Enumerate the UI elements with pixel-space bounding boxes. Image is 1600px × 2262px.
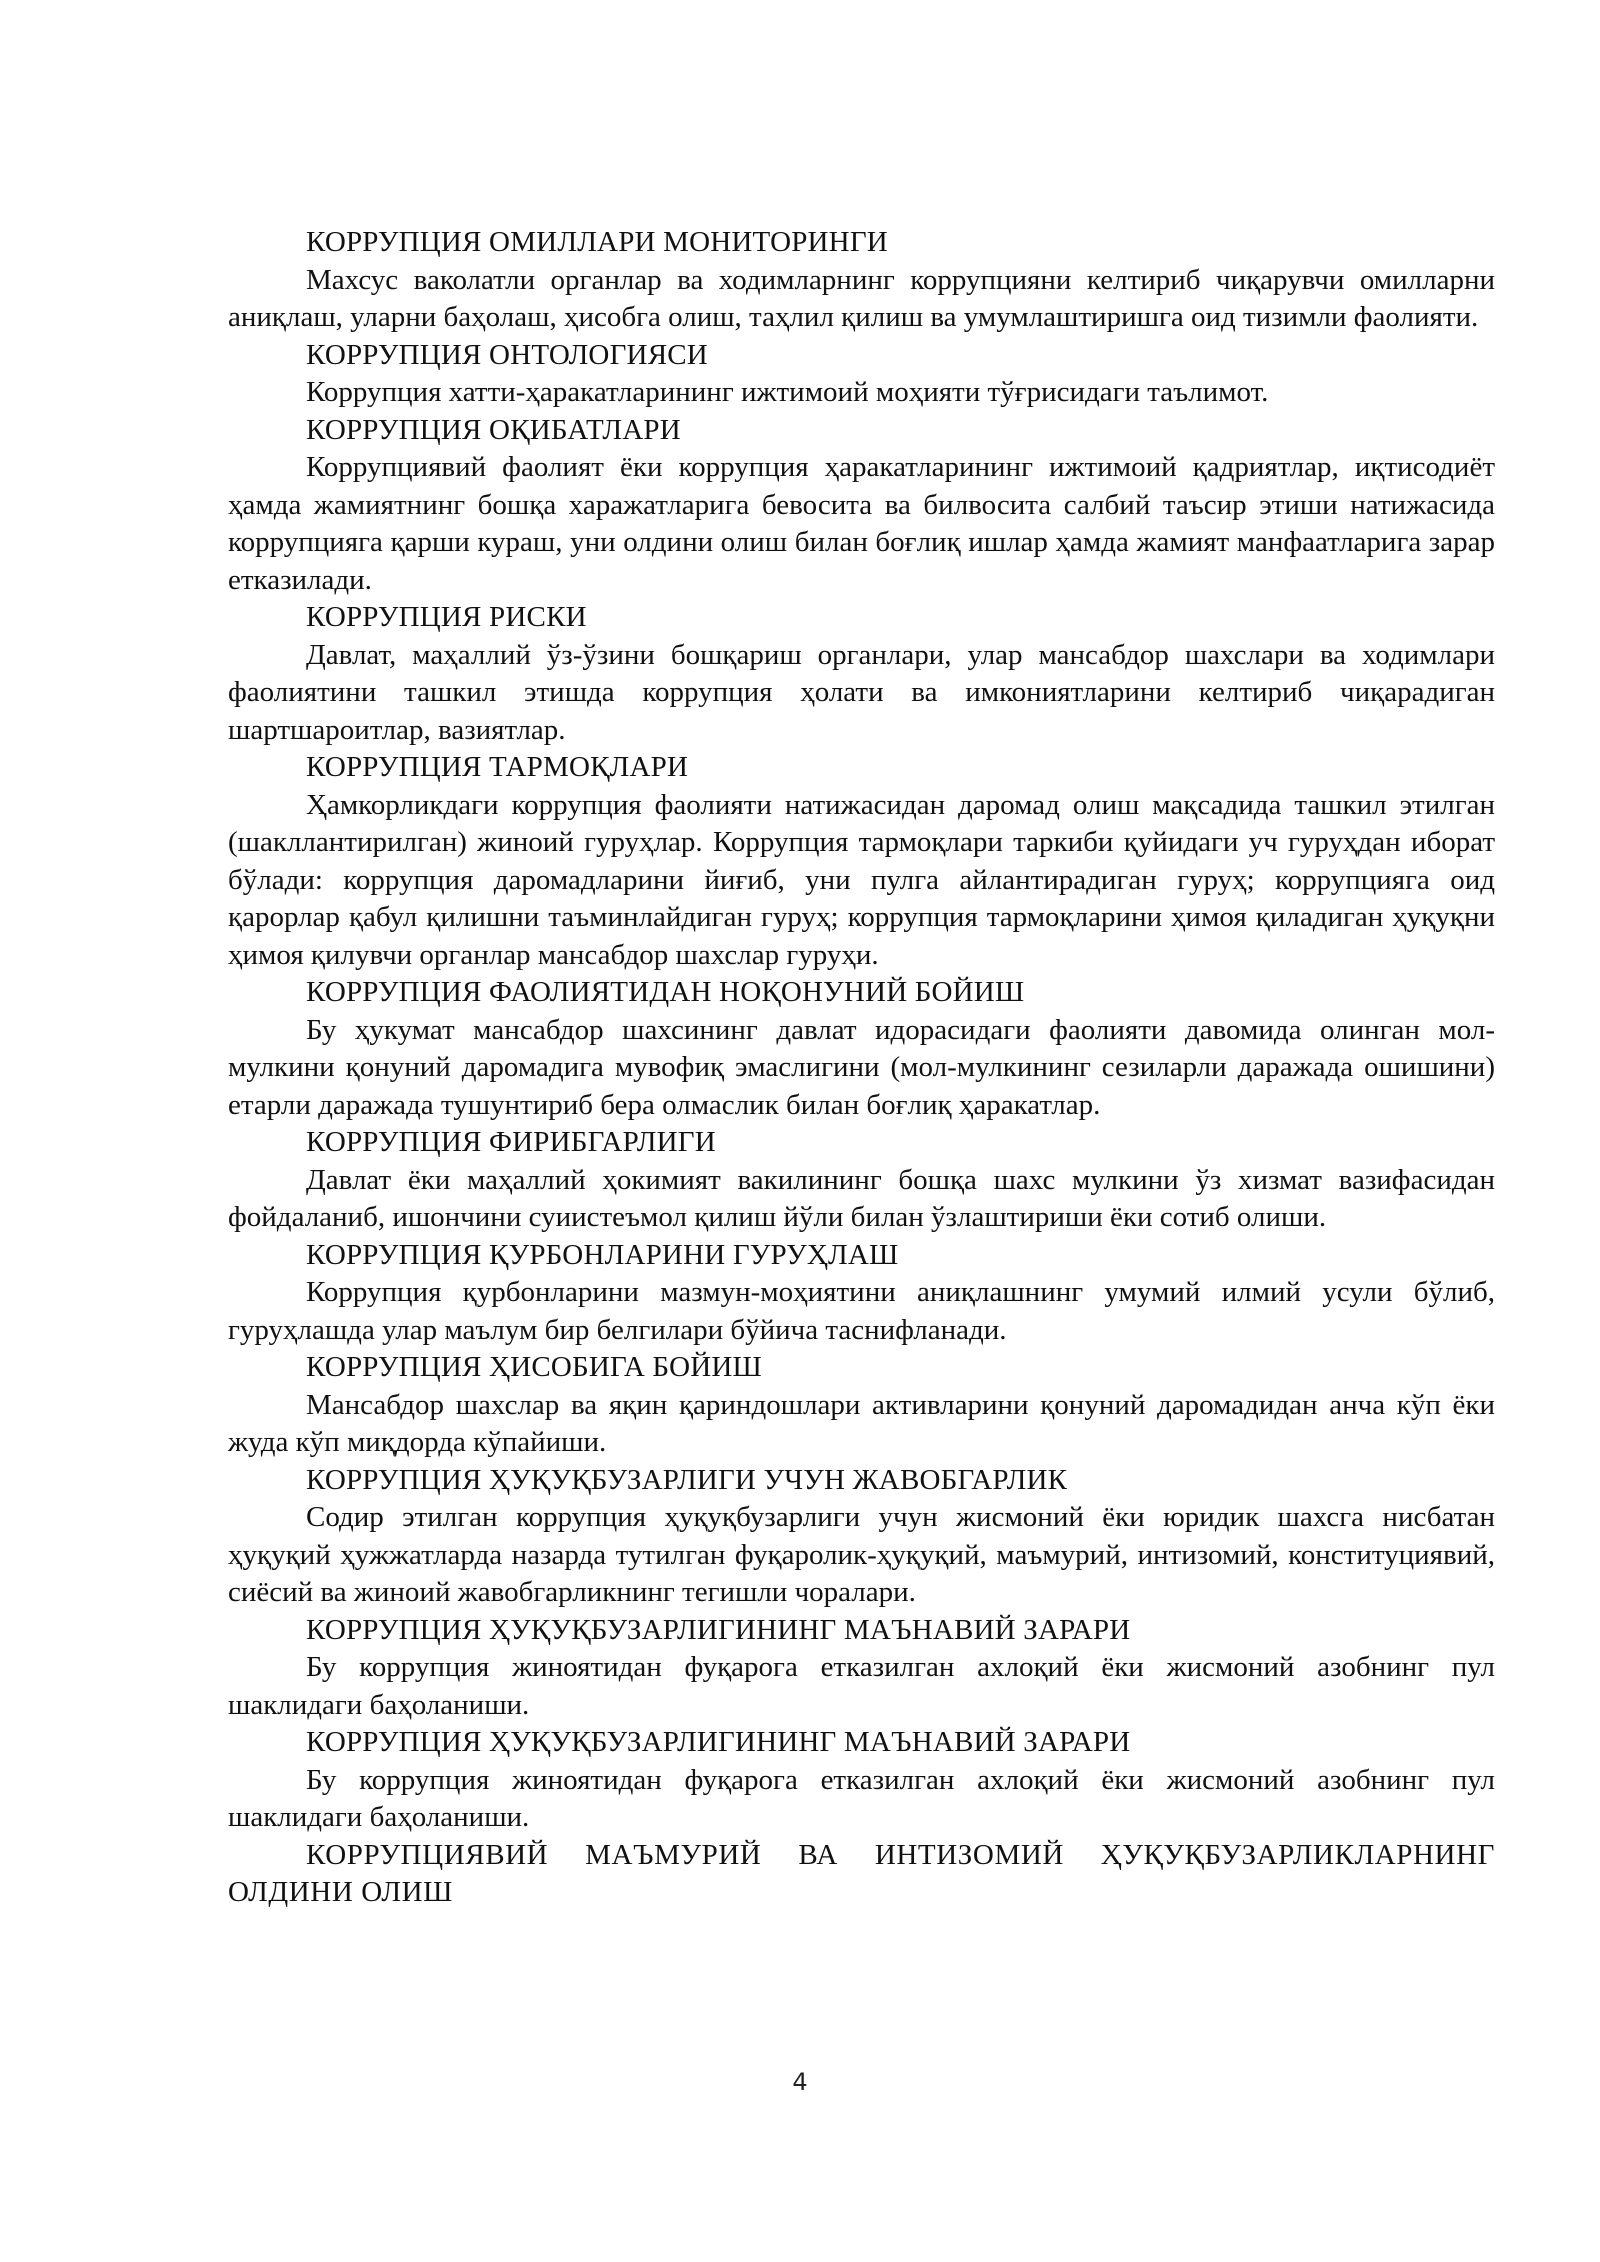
- term-definition: Бу коррупция жиноятидан фуқарога етказилган ахлоқий ёки жисмоний азобнинг пул шаклидаги баҳоланиши.: [228, 1763, 1495, 1833]
- document-page: [228, 224, 1495, 1912]
- term-heading: КОРРУПЦИЯ ҲУҚУҚБУЗАРЛИГИНИНГ МАЪНАВИЙ ЗАРАРИ: [306, 1613, 1131, 1646]
- term-heading: КОРРУПЦИЯ РИСКИ: [306, 601, 587, 633]
- term-heading: КОРРУПЦИЯ ТАРМОҚЛАРИ: [306, 751, 689, 783]
- term-definition: Коррупция хатти-ҳаракатларининг ижтимоий моҳияти тўғрисидаги таълимот.: [306, 376, 1269, 408]
- term-definition: Коррупциявий фаолият ёки коррупция ҳаракатларининг ижтимоий қадриятлар, иқтисодиёт ҳамда жамиятнинг бошқа харажатларига бевосита ва билвосита салбий таъсир этиши натижасида коррупцияга қарши кураш, уни олдини олиш билан боғлиқ ишлар ҳамда жамият манфаатларига зарар етказилади.: [228, 451, 1495, 596]
- term-heading: КОРРУПЦИЯ ҲИСОБИГА БОЙИШ: [306, 1351, 762, 1383]
- term-heading: КОРРУПЦИЯ ФАОЛИЯТИДАН НОҚОНУНИЙ БОЙИШ: [306, 976, 1025, 1008]
- page-number: 4: [792, 2068, 808, 2096]
- term-heading: КОРРУПЦИЯ ОМИЛЛАРИ МОНИТОРИНГИ: [306, 226, 888, 258]
- term-definition: Махсус ваколатли органлар ва ходимларнинг коррупцияни келтириб чиқарувчи омилларни аниқлаш, уларни баҳолаш, ҳисобга олиш, таҳлил қилиш ва умумлаштиришга оид тизимли фаолияти.: [228, 263, 1495, 333]
- term-heading: КОРРУПЦИЯ ОНТОЛОГИЯСИ: [306, 338, 708, 371]
- term-definition: Мансабдор шахслар ва яқин қариндошлари активларини қонуний даромадидан анча кўп ёки жуда кўп миқдорда кўпайиши.: [228, 1388, 1495, 1458]
- final-term-heading: КОРРУПЦИЯВИЙ МАЪМУРИЙ ВА ИНТИЗОМИЙ ҲУҚУҚБУЗАРЛИКЛАРНИНГ ОЛДИНИ ОЛИШ: [228, 1838, 1495, 1908]
- term-definition: Давлат ёки маҳаллий ҳокимият вакилининг бошқа шахс мулкини ўз хизмат вазифасидан фойдаланиб, ишончини суиистеъмол қилиш йўли билан ўзлаштириши ёки сотиб олиши.: [228, 1163, 1495, 1233]
- term-definition: Содир этилган коррупция ҳуқуқбузарлиги учун жисмоний ёки юридик шахсга нисбатан ҳуқуқий ҳужжатларда назарда тутилган фуқаролик-ҳуқуқий, маъмурий, интизомий, конституциявий, сиёсий ва жиноий жавобгарликнинг тегишли чоралари.: [228, 1501, 1495, 1608]
- term-definition: Давлат, маҳаллий ўз-ўзини бошқариш органлари, улар мансабдор шахслари ва ходимлари фаолиятини ташкил этишда коррупция ҳолати ва имкониятларини келтириб чиқарадиган шартшароитлар, вазиятлар.: [228, 638, 1495, 746]
- term-heading: КОРРУПЦИЯ ОҚИБАТЛАРИ: [306, 413, 681, 446]
- term-definition: Бу коррупция жиноятидан фуқарога етказилган ахлоқий ёки жисмоний азобнинг пул шаклидаги баҳоланиши.: [228, 1651, 1495, 1721]
- term-heading: КОРРУПЦИЯ ФИРИБГАРЛИГИ: [306, 1126, 716, 1158]
- term-definition: Бу ҳукумат мансабдор шахсининг давлат идорасидаги фаолияти давомида олинган мол-мулкини қонуний даромадига мувофиқ эмаслигини (мол-мулкининг сезиларли даражада ошишини) етарли даражада тушунтириб бера олмаслик билан боғлиқ ҳаракатлар.: [228, 1013, 1495, 1121]
- term-definition: Коррупция қурбонларини мазмун-моҳиятини аниқлашнинг умумий илмий усули бўлиб, гуруҳлашда улар маълум бир белгилари бўйича таснифланади.: [228, 1276, 1495, 1346]
- term-heading: КОРРУПЦИЯ ҲУҚУҚБУЗАРЛИГИ УЧУН ЖАВОБГАРЛИК: [306, 1463, 1068, 1496]
- term-definition: Ҳамкорликдаги коррупция фаолияти натижасидан даромад олиш мақсадида ташкил этилган (шакллантирилган) жиноий гуруҳлар. Коррупция тармоқлари таркиби қуйидаги уч гуруҳдан иборат бўлади: коррупция даромадларини йиғиб, уни пулга айлантирадиган гуруҳ; коррупцияга оид қарорлар қабул қилишни таъминлайдиган гуруҳ; коррупция тармоқларини ҳимоя қиладиган ҳуқуқни ҳимоя қилувчи органлар мансабдор шахслар гуруҳи.: [228, 788, 1495, 971]
- term-heading: КОРРУПЦИЯ ҲУҚУҚБУЗАРЛИГИНИНГ МАЪНАВИЙ ЗАРАРИ: [306, 1726, 1131, 1758]
- term-heading: КОРРУПЦИЯ ҚУРБОНЛАРИНИ ГУРУҲЛАШ: [306, 1238, 899, 1271]
